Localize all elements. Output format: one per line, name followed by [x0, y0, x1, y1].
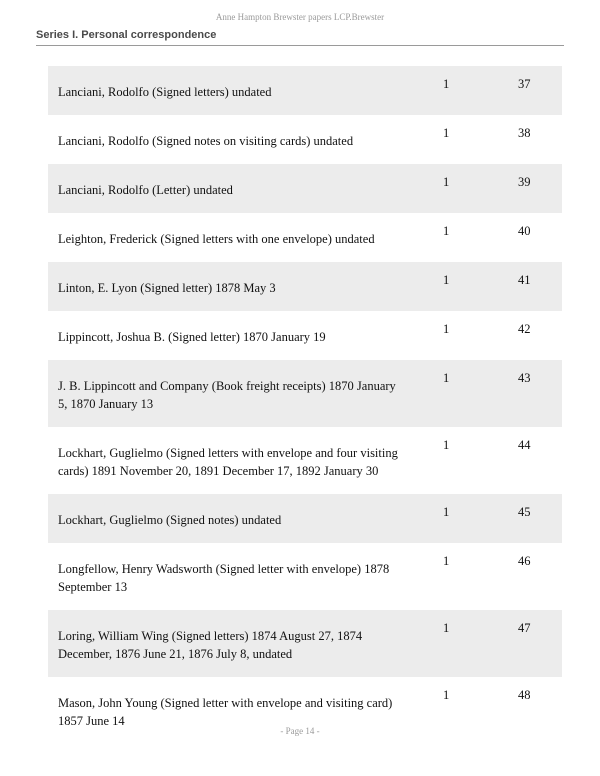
item-title: Linton, E. Lyon (Signed letter) 1878 May 3: [58, 281, 276, 295]
box-number: 1: [443, 175, 450, 189]
item-title: Lanciani, Rodolfo (Letter) undated: [58, 183, 233, 197]
box-number: 1: [443, 371, 450, 385]
box-number: 1: [443, 126, 450, 140]
header-divider: [36, 45, 564, 46]
item-title: Lockhart, Guglielmo (Signed letters with envelope and four visiting cards) 1891 November 20, 1891 December 17, 1892 January 30: [58, 446, 398, 478]
list-item: [48, 213, 562, 262]
item-title: Loring, William Wing (Signed letters) 1874 August 27, 1874 December, 1876 June 21, 1876 July 8, undated: [58, 629, 363, 661]
folder-number: 39: [518, 175, 531, 189]
box-number: 1: [443, 505, 450, 519]
page-number: - Page 14 -: [280, 726, 320, 736]
folder-number: 42: [518, 322, 531, 336]
item-title: Lanciani, Rodolfo (Signed notes on visiting cards) undated: [58, 134, 354, 148]
item-title: Mason, John Young (Signed letter with envelope and visiting card) 1857 June 14: [58, 696, 393, 728]
list-item: [48, 360, 562, 427]
list-item: [48, 610, 562, 677]
box-number: 1: [443, 77, 450, 91]
series-title: Series I. Personal correspondence: [36, 29, 217, 41]
running-header: Anne Hampton Brewster papers LCP.Brewster: [215, 12, 385, 22]
item-title: Lippincott, Joshua B. (Signed letter) 1870 January 19: [58, 330, 326, 344]
list-item: [48, 66, 562, 115]
list-item: [48, 311, 562, 360]
item-title: Longfellow, Henry Wadsworth (Signed letter with envelope) 1878 September 13: [58, 562, 390, 594]
list-item: [48, 115, 562, 164]
box-number: 1: [443, 554, 450, 568]
folder-number: 46: [518, 554, 531, 568]
list-item: [48, 494, 562, 543]
list-item: [48, 262, 562, 311]
list-item: [48, 427, 562, 494]
item-title: Lockhart, Guglielmo (Signed notes) undated: [58, 513, 282, 527]
box-number: 1: [443, 322, 450, 336]
box-number: 1: [443, 273, 450, 287]
box-number: 1: [443, 688, 450, 702]
box-number: 1: [443, 438, 450, 452]
list-item: [48, 543, 562, 610]
box-number: 1: [443, 621, 450, 635]
item-title: Lanciani, Rodolfo (Signed letters) undated: [58, 85, 272, 99]
folder-number: 40: [518, 224, 531, 238]
folder-number: 44: [518, 438, 531, 452]
item-title: J. B. Lippincott and Company (Book freight receipts) 1870 January 5, 1870 January 13: [58, 379, 396, 411]
folder-number: 38: [518, 126, 531, 140]
folder-number: 37: [518, 77, 531, 91]
folder-number: 48: [518, 688, 531, 702]
folder-number: 43: [518, 371, 531, 385]
item-title: Leighton, Frederick (Signed letters with one envelope) undated: [58, 232, 375, 246]
list-item: [48, 164, 562, 213]
folder-number: 47: [518, 621, 531, 635]
container-list: [48, 66, 562, 744]
box-number: 1: [443, 224, 450, 238]
folder-number: 41: [518, 273, 531, 287]
folder-number: 45: [518, 505, 531, 519]
